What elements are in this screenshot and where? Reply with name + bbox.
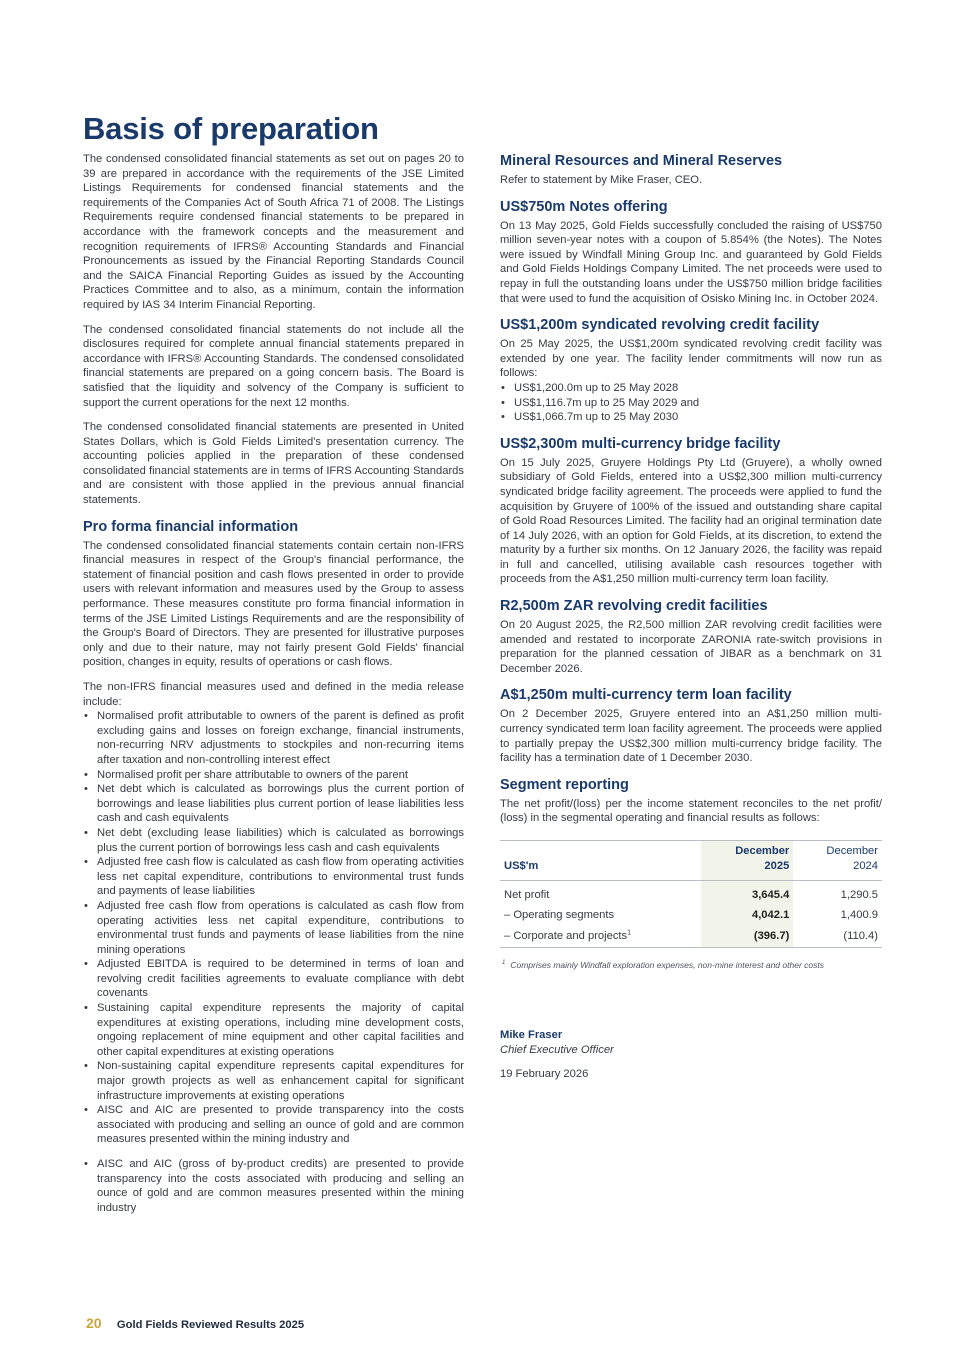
signature-date: 19 February 2026 bbox=[500, 1068, 589, 1081]
notes-text: On 13 May 2025, Gold Fields successfully concluded the raising of US$750 million seven-year notes with a coupon of 5.854% (the Notes). The Notes were issued by Windfall Mining Group Inc. and guaranteed by Gold Fields and Gold Fields Holdings Company Limited. The net proceeds were used to repay in full the outstanding loans under the US$750 million bridge facilities that were used to fund the acquisition of Osisko Mining Inc. in October 2024. bbox=[500, 219, 882, 305]
non-ifrs-measures-list bbox=[83, 709, 464, 1215]
row-current-value: 4,042.1 bbox=[701, 906, 793, 927]
segment-heading: Segment reporting bbox=[500, 776, 629, 793]
list-item: • Adjusted free cash flow from operations is calculated as cash flow from operating activities less net capital expenditure, contributions to environmental trust funds and payments of lease liabilities from the nine mining operations bbox=[83, 899, 464, 957]
signatory-name: Mike Fraser bbox=[500, 1028, 563, 1041]
syndicated-section bbox=[500, 316, 882, 425]
signature-block bbox=[500, 1028, 882, 1082]
notes-heading: US$750m Notes offering bbox=[500, 198, 668, 215]
column-current: December 2025 bbox=[701, 841, 793, 881]
intro-paragraph-3: The condensed consolidated financial statements are presented in United States Dollars, which is Gold Fields Limited's presentation currency. The accounting policies applied in the preparation of these condensed consolidated financial statements are in terms of IFRS Accounting Standards and are consistent with those applied in the previous annual financial statements. bbox=[83, 421, 464, 507]
segment-section bbox=[500, 776, 882, 972]
list-item: • US$1,116.7m up to 25 May 2029 and bbox=[500, 396, 882, 411]
mineral-heading: Mineral Resources and Mineral Reserves bbox=[500, 153, 783, 169]
right-column bbox=[500, 152, 882, 1082]
list-item: • Adjusted free cash flow is calculated as cash flow from operating activities less net capital expenditure, contributions to environmental trust funds and payments of lease liabilities bbox=[83, 855, 464, 899]
row-current-value: 3,645.4 bbox=[701, 881, 793, 906]
list-item: • Sustaining capital expenditure represents the majority of capital expenditures at existing operations, including mine development costs, ongoing replacement of mine equipment and other capital facilities and other capital expenditures at existing operations bbox=[83, 1001, 464, 1059]
intro-paragraph-2: The condensed consolidated financial statements do not include all the disclosures required for complete annual financial statements prepared in accordance with IFRS® Accounting Standards. The condensed consolidated financial statements are prepared on a going concern basis. The Board is satisfied that the liquidity and solvency of the Company is sufficient to support the current operations for the next 12 months. bbox=[83, 323, 464, 409]
page-footer bbox=[86, 1315, 304, 1331]
list-item: • Net debt (excluding lease liabilities) which is calculated as borrowings plus the current portion of borrowings less cash and cash equivalents bbox=[83, 826, 464, 855]
intro-paragraph-1: The condensed consolidated financial statements as set out on pages 20 to 39 are prepared in accordance with the requirements of the JSE Limited Listings Requirements for condensed financial statements and the requirements of the Companies Act of South Africa 71 of 2008. The Listings Requirements require condensed financial statements to be prepared in accordance with the framework concepts and the measurement and recognition requirements of IFRS® Accounting Standards and Financial Pronouncements as issued by the Financial Reporting Standards Council and the SAICA Financial Reporting Guides as issued by the Accounting Practices Committee and to also, as a minimum, contain the information required by IAS 34 Interim Financial Reporting. bbox=[83, 153, 464, 311]
list-item: • Net debt which is calculated as borrowings plus the current portion of borrowings and lease liabilities plus current portion of lease liabilities less cash and cash equivalents bbox=[83, 782, 464, 826]
term-loan-heading: A$1,250m multi-currency term loan facility bbox=[500, 687, 792, 704]
list-item: • Normalised profit attributable to owners of the parent is defined as profit excluding gains and losses on foreign exchange, financial instruments, non-recurring NRV adjustments to stockpiles and non-recurring items after taxation and non-controlling interest effect bbox=[83, 709, 464, 767]
list-item: • AISC and AIC (gross of by-product credits) are presented to provide transparency into the costs associated with producing and selling an ounce of gold and are common measures presented within the mining industry bbox=[83, 1157, 464, 1215]
table-footnote bbox=[500, 956, 882, 972]
page-number: 20 bbox=[86, 1315, 102, 1331]
table-header-row bbox=[500, 841, 882, 881]
table-row bbox=[500, 881, 882, 906]
list-item: • Adjusted EBITDA is required to be determined in terms of loan and revolving credit facilities agreements to evaluate compliance with debt covenants bbox=[83, 957, 464, 1001]
mineral-text: Refer to statement by Mike Fraser, CEO. bbox=[500, 174, 703, 186]
footnote-text: Comprises mainly Windfall exploration expenses, non-mine interest and other costs bbox=[510, 959, 824, 970]
commitments-list bbox=[500, 381, 882, 425]
row-prior-value: 1,290.5 bbox=[840, 888, 878, 901]
column-prior: December 2024 bbox=[826, 845, 878, 872]
footnote-ref: 1 bbox=[627, 929, 632, 937]
left-column bbox=[83, 152, 464, 1225]
row-label: – Operating segments bbox=[504, 909, 615, 922]
list-item: • AISC and AIC are presented to provide transparency into the costs associated with producing and selling an ounce of gold and are common measures presented within the mining industry and bbox=[83, 1103, 464, 1147]
pro-forma-paragraph-2: The non-IFRS financial measures used and defined in the media release include: bbox=[83, 681, 464, 708]
document-title: Gold Fields Reviewed Results 2025 bbox=[116, 1319, 305, 1331]
mineral-section bbox=[500, 152, 882, 188]
table-row bbox=[500, 906, 882, 927]
row-label: – Corporate and projects bbox=[504, 929, 628, 942]
list-item: • Normalised profit per share attributable to owners of the parent bbox=[83, 768, 464, 783]
list-item: • US$1,066.7m up to 25 May 2030 bbox=[500, 410, 882, 425]
pro-forma-paragraph-1: The condensed consolidated financial statements contain certain non-IFRS financial measures in respect of the Group's financial performance, the statement of financial position and cash flows presented in order to provide users with relevant information and measures used by the Group to assess performance. These measures constitute pro forma financial information in terms of the JSE Limited Listings Requirements and are the responsibility of the Group's Board of Directors. They are presented for illustrative purposes only and due to their nature, may not fairly present Gold Fields' financial position, changes in equity, results of operations or cash flows. bbox=[83, 539, 464, 669]
syndicated-text: On 25 May 2025, the US$1,200m syndicated revolving credit facility was extended by one year. The facility lender commitments will now run as follows: bbox=[500, 338, 882, 380]
signatory-role: Chief Executive Officer bbox=[500, 1043, 614, 1056]
list-item: • US$1,200.0m up to 25 May 2028 bbox=[500, 381, 882, 396]
bridge-section bbox=[500, 435, 882, 587]
footnote-marker: 1 bbox=[502, 959, 506, 966]
row-prior-value: (110.4) bbox=[843, 929, 878, 942]
list-item: • Non-sustaining capital expenditure represents capital expenditures for major growth projects as well as enhancement capital for significant infrastructure improvements at existing operations bbox=[83, 1059, 464, 1103]
term-loan-section bbox=[500, 686, 882, 765]
row-label: Net profit bbox=[504, 888, 550, 901]
syndicated-heading: US$1,200m syndicated revolving credit facility bbox=[500, 317, 820, 334]
zar-section bbox=[500, 597, 882, 676]
row-label-cell bbox=[500, 926, 701, 947]
row-prior-value: 1,400.9 bbox=[840, 909, 878, 922]
bridge-heading: US$2,300m multi-currency bridge facility bbox=[500, 435, 781, 452]
zar-heading: R2,500m ZAR revolving credit facilities bbox=[500, 598, 768, 615]
bridge-text: On 15 July 2025, Gruyere Holdings Pty Ltd (Gruyere), a wholly owned subsidiary of Gold Fields, entered into a US$2,300 million multi-currency syndicated bridge facility agreement. The proceeds were applied to fund the acquisition by Gruyere of 100% of the issued and outstanding share capital of Gold Road Resources Limited. The facility had an original termination date of 14 July 2026, with an option for Gold Fields, at its discretion, to extend the maturity by a further six months. On 12 January 2026, the facility was repaid in full and cancelled, utilising available cash resources together with proceeds from the A$1,250 million multi-currency term loan facility. bbox=[500, 456, 882, 586]
pro-forma-heading: Pro forma financial information bbox=[83, 518, 299, 535]
segment-table bbox=[500, 840, 882, 948]
table-row bbox=[500, 926, 882, 947]
zar-text: On 20 August 2025, the R2,500 million ZAR revolving credit facilities were amended and restated to incorporate ZARONIA rate-switch provisions in preparation for the planned cessation of JIBAR as a benchmark on 31 December 2026. bbox=[500, 619, 882, 675]
term-loan-text: On 2 December 2025, Gruyere entered into an A$1,250 million multi-currency syndicated term loan facility agreement. The proceeds were applied to partially prepay the US$2,300 million multi-currency bridge facility. The facility has a termination date of 1 December 2030. bbox=[500, 708, 882, 765]
unit-label: US$'m bbox=[504, 860, 539, 872]
row-current-value: (396.7) bbox=[701, 926, 793, 947]
page-title: Basis of preparation bbox=[83, 111, 379, 146]
segment-text: The net profit/(loss) per the income statement reconciles to the net profit/ (loss) in the segmental operating and financial results as follows: bbox=[500, 797, 882, 825]
notes-section bbox=[500, 198, 882, 307]
